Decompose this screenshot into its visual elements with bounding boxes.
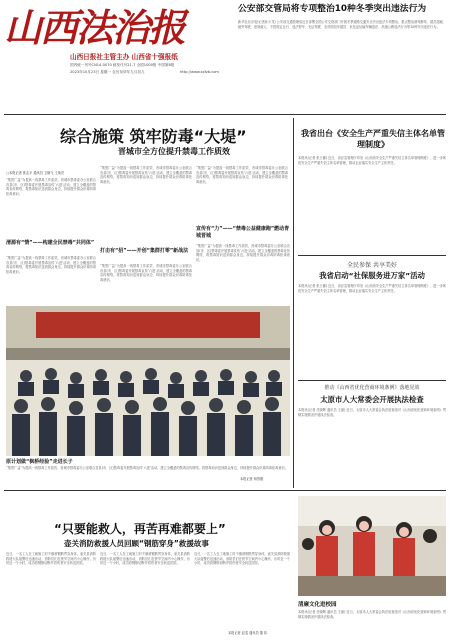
lead-body-col2b: “集思广益”为提高一线禁毒工作质效，晋城市禁毒委办公室联合各县(市、区)禁毒委开展禁毒宣传‘六进’活动，建立全覆盖的禁毒宣传网络，将禁毒知识送到群众身边，持续提升群众识毒防毒拒毒意识。 <box>100 264 192 282</box>
masthead-slogan: 山西日报社主管主办 山西省十强报纸 <box>70 53 178 61</box>
divider-sidebar-2 <box>298 380 446 381</box>
divider-sidebar-1 <box>298 255 446 256</box>
masthead-website[interactable]: http://www.sxfzb.com <box>180 70 219 74</box>
lead-photo-caption-body: “集思广益”为提高一线禁毒工作质效，晋城市禁毒委办公室联合各县(市、区)禁毒委开展禁毒宣传‘六进’活动，建立全覆盖的禁毒宣传网络，将禁毒知识送到群众身边，持续提升群众识毒防毒拒毒意识。 <box>6 466 288 470</box>
lead-subhead-3: 宣传有“力”——“禁毒公益健康跑”燃动青城晋城 <box>196 226 290 239</box>
lead-photo <box>6 306 290 456</box>
bottom-subheadline: 壶关消防救援人员回顾“钢筋穿身”救援故事 <box>64 539 209 548</box>
sidebar-article3-kicker: 推动《山西省优化营商环境条例》落地见效 <box>324 385 420 391</box>
lead-subheadline: 晋城市全方位提升禁毒工作质效 <box>118 147 230 156</box>
lead-headline: 综合施策 筑牢防毒“大堤” <box>60 127 247 146</box>
masthead-info-line1: 国内统一刊号CN14-0070 邮发代号21-7 全国1000报 中国第8报 <box>70 63 175 67</box>
sidebar-article2-kicker: 全民参保 共享美好 <box>347 262 397 269</box>
sidebar-article3-body: 本报讯(记者 任晓辉 通讯员 王丽) 近日，太原市人大常委会执法检查组对《山西省优化营商环境条例》贯彻实施情况开展执法检查。 <box>298 408 446 417</box>
divider-vertical <box>293 118 294 488</box>
lead-body-col1: “集思广益”为提高一线禁毒工作质效，晋城市禁毒委办公室联合各县(市、区)禁毒委开展禁毒宣传‘六进’活动，建立全覆盖的禁毒宣传网络，将禁毒知识送到群众身边，持续提升群众识毒防毒拒毒意识。 <box>6 178 96 196</box>
lead-body-col2: “集思广益”为提高一线禁毒工作质效，晋城市禁毒委办公室联合各县(市、区)禁毒委开展禁毒宣传‘六进’活动，建立全覆盖的禁毒宣传网络，将禁毒知识送到群众身边，持续提升群众识毒防毒拒毒意识。 <box>100 166 192 184</box>
school-photo-body: 本报讯(记者 任晓辉 通讯员 王丽) 近日，太原市人大常委会执法检查组对《山西省优化营商环境条例》贯彻实施情况开展执法检查。 <box>298 610 446 619</box>
sidebar-article1-body: 本报讯(记者 张王娜) 近日，省应急管理厅印发《山西省安全生产严重失信主体名单管理制度》，进一步规范安全生产严重失信主体名单管理，推动企业落实安全生产主体责任。 <box>298 156 446 165</box>
lead-subhead-2: 打击有“招”——开创“集群打零”新战法 <box>100 248 189 254</box>
lead-body-col1b: “集思广益”为提高一线禁毒工作质效，晋城市禁毒委办公室联合各县(市、区)禁毒委开展禁毒宣传‘六进’活动，建立全覆盖的禁毒宣传网络，将禁毒知识送到群众身边，持续提升群众识毒防毒拒毒意识。 <box>6 256 96 274</box>
sidebar-article1-title: 我省出台《安全生产严重失信主体名单管理制度》 <box>301 129 445 149</box>
bottom-headline: “只要能救人，再苦再难都要上” <box>54 522 226 536</box>
school-photo-illustration <box>298 496 446 596</box>
top-story-body: 新华社北京电(记者孙少龙) 公安部交通管理局近日部署全国公安交管部门开展冬季道路交通安全突出违法专项整治，重点整治酒驾醉驾、超员超载、疲劳驾驶、违规载人、不按规定让行、违法停车、无证驾驶、农村面包车超员、危化品运输车辆违法、高速公路违法行为等10种突出违法行为。 <box>238 20 446 29</box>
lead-byline: □本报记者 郭志平 通讯员 卫晓飞 王纯亮 <box>6 171 65 175</box>
masthead-logo: 山西法治报 <box>4 5 185 50</box>
lead-body-col3: “集思广益”为提高一线禁毒工作质效，晋城市禁毒委办公室联合各县(市、区)禁毒委开展禁毒宣传‘六进’活动，建立全覆盖的禁毒宣传网络，将禁毒知识送到群众身边，持续提升群众识毒防毒拒毒意识。 <box>196 166 288 184</box>
lead-subhead-1: 清源有“情”——构建全民禁毒“共同体” <box>6 240 95 246</box>
sidebar-article2-body: 本报讯(记者 张王娜) 近日，省应急管理厅印发《山西省安全生产严重失信主体名单管理制度》，进一步规范安全生产严重失信主体名单管理，推动企业落实安全生产主体责任。 <box>298 284 446 293</box>
lead-photo-caption: 原计划做“枫桥经验”走进长子 <box>6 459 73 465</box>
sidebar-article3-title: 太原市人大常委会开展执法检查 <box>320 395 424 404</box>
school-photo <box>298 496 446 596</box>
lead-body-col3b: “集思广益”为提高一线禁毒工作质效，晋城市禁毒委办公室联合各县(市、区)禁毒委开展禁毒宣传‘六进’活动，建立全覆盖的禁毒宣传网络，将禁毒知识送到群众身边，持续提升群众识毒防毒拒毒意识。 <box>196 244 290 262</box>
divider-top <box>4 114 446 115</box>
sidebar-article2-title: 我省启动“社保服务进万家”活动 <box>319 271 425 280</box>
bottom-credit: 本报记者 赵雯 通讯员 董 纬 <box>228 631 268 635</box>
masthead-info-line2: 2023年10月23日 星期一 农历癸卯年九月初九 <box>70 70 145 74</box>
bottom-body-col3: 近日，一名工人在工地施工时不慎被钢筋贯穿身体，壶关县消防救援大队接警后迅速出动，消防员们在狭窄空间内小心操作，历时近一个小时，成功将钢筋切断并将伤者安全转送医院。 <box>194 552 290 566</box>
bottom-body-col1: 近日，一名工人在工地施工时不慎被钢筋贯穿身体，壶关县消防救援大队接警后迅速出动，消防员们在狭窄空间内小心操作，历时近一个小时，成功将钢筋切断并将伤者安全转送医院。 <box>6 552 96 566</box>
meeting-photo-illustration <box>6 306 290 456</box>
lead-photo-credit: 本报记者 杨智刚 <box>240 477 264 481</box>
school-photo-caption: 清廉文化进校园 <box>298 602 337 608</box>
top-story-title: 公安部交管局将专项整治10种冬季突出违法行为 <box>238 4 427 14</box>
bottom-body-col2: 近日，一名工人在工地施工时不慎被钢筋贯穿身体，壶关县消防救援大队接警后迅速出动，消防员们在狭窄空间内小心操作，历时近一个小时，成功将钢筋切断并将伤者安全转送医院。 <box>100 552 190 566</box>
divider-bottom <box>4 490 446 491</box>
